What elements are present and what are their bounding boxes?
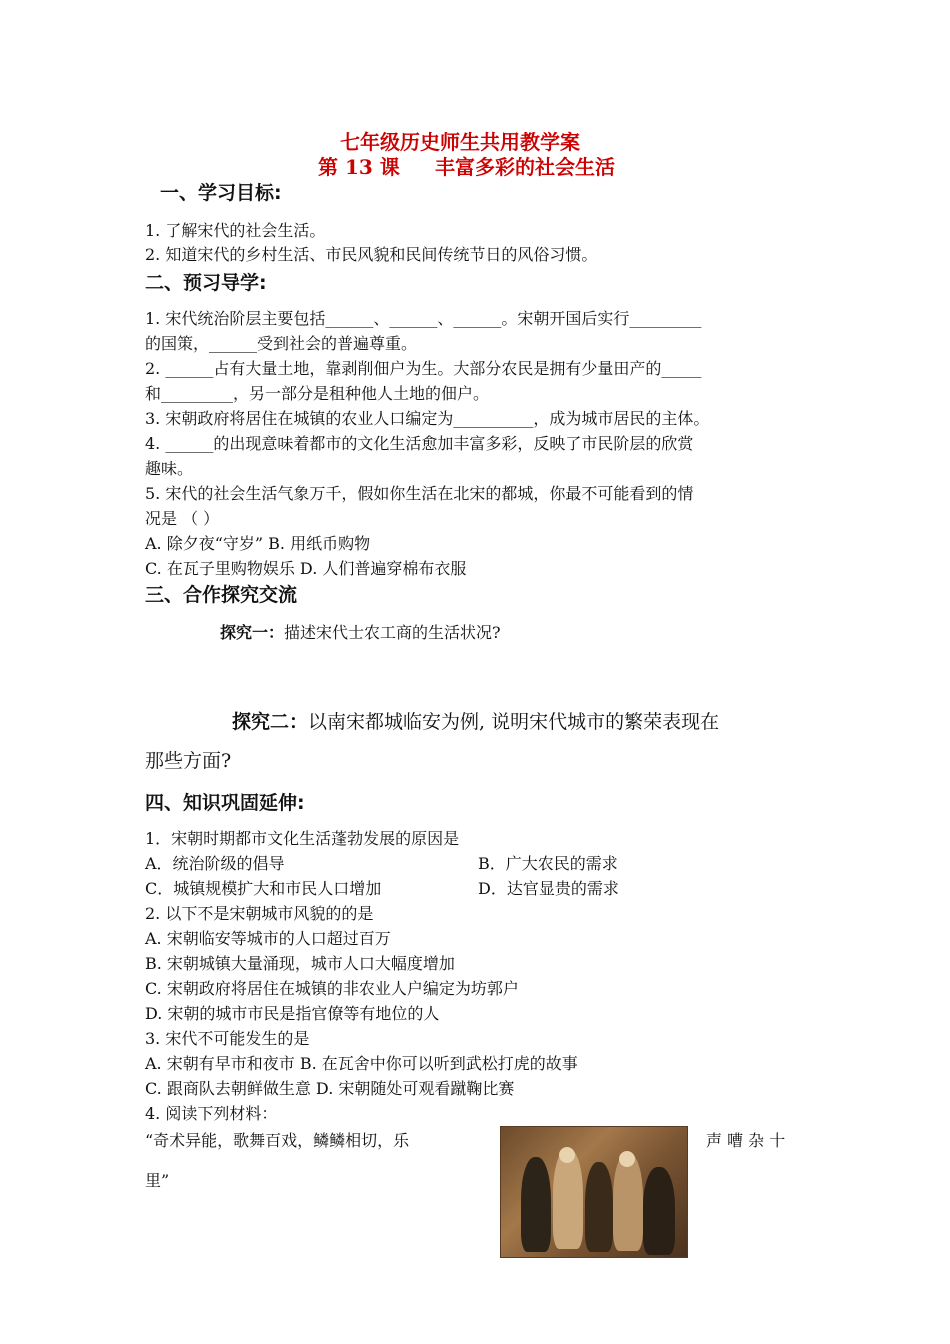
question-2-option-d: D. 宋朝的城市市民是指官僚等有地位的人 (145, 1004, 440, 1023)
painting-figure (553, 1149, 583, 1249)
question-3-options-ab: A. 宋朝有早市和夜市 B. 在瓦舍中你可以听到武松打虎的故事 (145, 1054, 578, 1073)
question-1-option-a: A．统治阶级的倡导 (145, 854, 285, 873)
objective-2: 2. 知道宋代的乡村生活、市民风貌和民间传统节日的风俗习惯。 (145, 245, 598, 264)
question-1-option-b: B．广大农民的需求 (478, 854, 618, 873)
preview-line-11: C. 在瓦子里购物娱乐 D. 人们普遍穿棉布衣服 (145, 559, 467, 578)
painting-figure (613, 1153, 643, 1251)
preview-line-8: 5. 宋代的社会生活气象万千，假如你生活在北宋的都城，你最不可能看到的情 (145, 484, 694, 503)
question-3: 3. 宋代不可能发生的是 (145, 1029, 310, 1048)
preview-line-2: 的国策，______受到社会的普遍尊重。 (145, 334, 418, 353)
explore2-continuation: 那些方面? (145, 750, 232, 772)
explore2-text: 以南宋都城临安为例, 说明宋代城市的繁荣表现在 (308, 711, 720, 733)
question-1: 1．宋朝时期都市文化生活蓬勃发展的原因是 (145, 829, 460, 848)
section4-heading: 四、知识巩固延伸: (145, 792, 305, 814)
quote-end: 里” (145, 1171, 170, 1190)
explore1-text: 描述宋代士农工商的生活状况? (284, 623, 501, 642)
section2-heading: 二、预习导学: (145, 272, 267, 294)
question-2-option-c: C. 宋朝政府将居住在城镇的非农业人户编定为坊郭户 (145, 979, 519, 998)
painting-figure (521, 1157, 551, 1252)
painting-figure (585, 1162, 613, 1252)
explore2 (232, 707, 719, 734)
painting-face (559, 1147, 575, 1163)
question-2: 2. 以下不是宋朝城市风貌的的是 (145, 904, 374, 923)
preview-line-3: 2. ______占有大量土地，靠剥削佃户为生。大部分农民是拥有少量田产的_____ (145, 359, 702, 378)
quote-left: “奇术异能，歌舞百戏，鳞鳞相切，乐 (145, 1131, 410, 1150)
lesson-title: 丰富多彩的社会生活 (435, 155, 615, 179)
question-2-option-a: A. 宋朝临安等城市的人口超过百万 (145, 929, 391, 948)
lesson-number: 第 13 课 (318, 155, 400, 179)
preview-line-10: A. 除夕夜“守岁” B. 用纸币购物 (145, 534, 371, 553)
preview-line-7: 趣味。 (145, 459, 194, 478)
question-2-option-b: B. 宋朝城镇大量涌现，城市人口大幅度增加 (145, 954, 455, 973)
preview-line-9: 况是 （ ） (145, 509, 220, 528)
painting-figure (643, 1167, 675, 1255)
question-1-option-d: D．达官显贵的需求 (478, 879, 619, 898)
section3-heading: 三、合作探究交流 (145, 584, 298, 606)
explore2-label: 探究二： (232, 711, 309, 733)
song-dynasty-painting-image (500, 1126, 688, 1258)
question-4: 4. 阅读下列材料： (145, 1104, 278, 1123)
section1-heading: 一、学习目标: (160, 182, 282, 204)
quote-right: 声 嘈 杂 十 (706, 1131, 786, 1150)
preview-line-4: 和_________，另一部分是租种他人土地的佃户。 (145, 384, 490, 403)
explore1 (220, 620, 501, 645)
page-title: 七年级历史师生共用教学案 (340, 130, 580, 154)
preview-line-6: 4. ______的出现意味着都市的文化生活愈加丰富多彩，反映了市民阶层的欣赏 (145, 434, 694, 453)
painting-face (619, 1151, 635, 1167)
preview-line-1: 1. 宋代统治阶层主要包括______、______、______。宋朝开国后实行_________ (145, 309, 702, 328)
question-1-option-c: C．城镇规模扩大和市民人口增加 (145, 879, 382, 898)
objective-1: 1. 了解宋代的社会生活。 (145, 221, 326, 240)
explore1-label: 探究一： (220, 623, 285, 642)
question-3-options-cd: C. 跟商队去朝鲜做生意 D. 宋朝随处可观看蹴鞠比赛 (145, 1079, 515, 1098)
preview-line-5: 3. 宋朝政府将居住在城镇的农业人口编定为__________，成为城市居民的主体。 (145, 409, 710, 428)
